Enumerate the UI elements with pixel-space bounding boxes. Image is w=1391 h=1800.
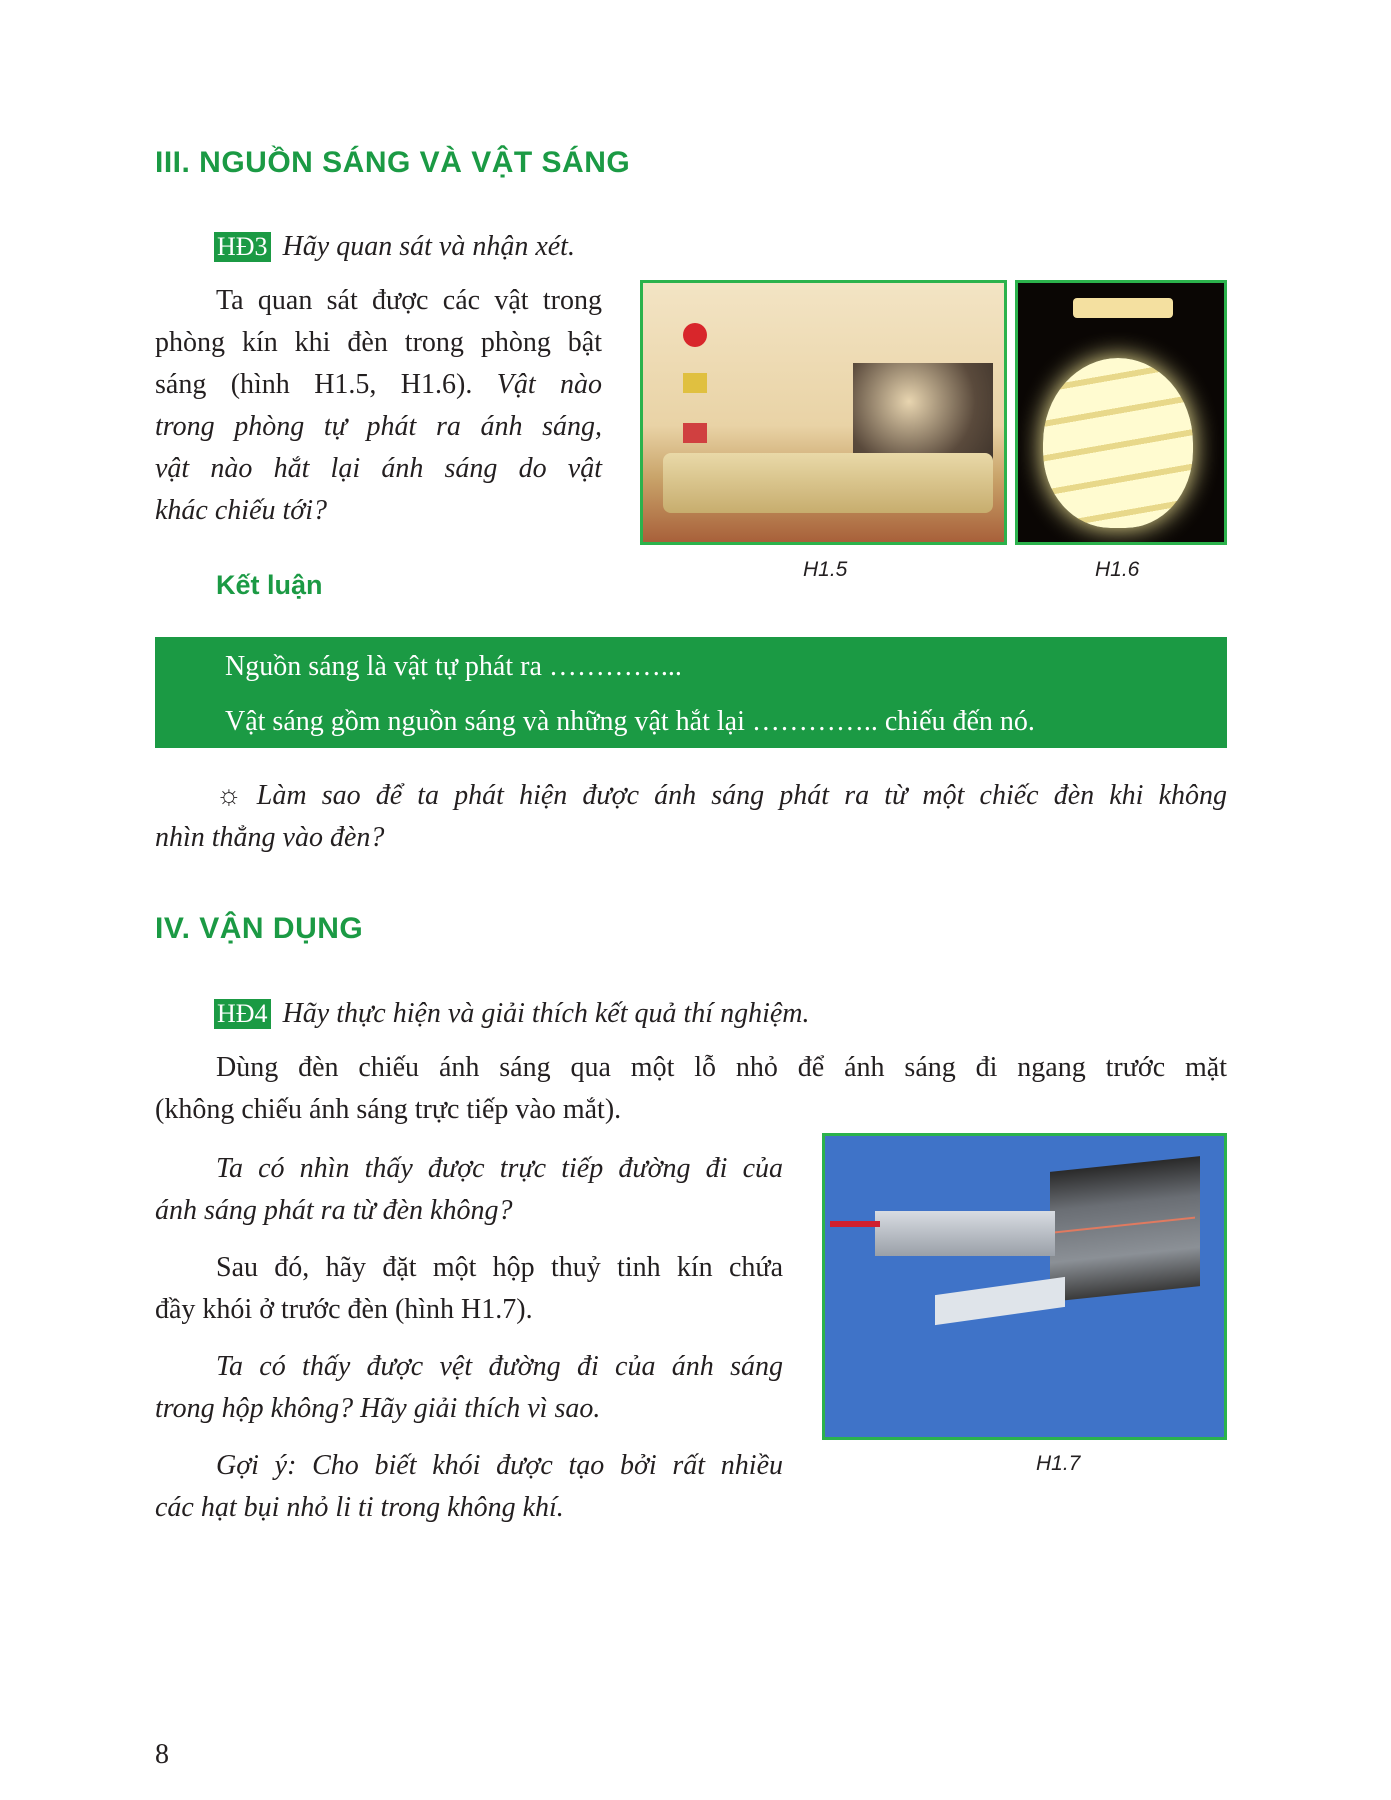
text-line: ánh sáng phát ra từ đèn không? bbox=[155, 1195, 513, 1226]
activity-hd3 bbox=[214, 226, 575, 268]
intro-line: Dùng đèn chiếu ánh sáng qua một lỗ nhỏ để ánh sáng đi ngang trước mặt bbox=[216, 1052, 1227, 1083]
intro-paragraph bbox=[155, 1047, 1227, 1131]
activity-hd4 bbox=[214, 993, 810, 1035]
light-beam bbox=[1055, 1217, 1195, 1234]
text-line: các hạt bụi nhỏ li ti trong không khí. bbox=[155, 1492, 564, 1523]
text-line: Sau đó, hãy đặt một hộp thuỷ tinh kín chứa bbox=[216, 1252, 783, 1283]
section-heading-3: III. NGUỒN SÁNG VÀ VẬT SÁNG bbox=[155, 146, 631, 179]
stand bbox=[935, 1277, 1065, 1325]
paragraph-text: sáng (hình H1.5, H1.6). bbox=[155, 369, 473, 400]
page-number: 8 bbox=[155, 1739, 169, 1770]
text-line: Ta có thấy được vệt đường đi của ánh sáng bbox=[216, 1351, 783, 1382]
red-wire bbox=[830, 1221, 880, 1227]
activity-instruction: Hãy quan sát và nhận xét. bbox=[282, 231, 575, 262]
figure-bulb-image bbox=[1015, 280, 1227, 545]
conclusion-line: Nguồn sáng là vật tự phát ra …………... bbox=[225, 651, 682, 682]
figure-caption: H1.7 bbox=[1036, 1452, 1081, 1475]
conclusion-title: Kết luận bbox=[216, 570, 323, 600]
observation-paragraph bbox=[155, 280, 602, 532]
paragraph-line: vật nào hắt lại ánh sáng do vật bbox=[155, 453, 602, 484]
paragraph-line: Ta quan sát được các vật trong bbox=[216, 285, 602, 316]
text-line: Gợi ý: Cho biết khói được tạo bởi rất nhiều bbox=[216, 1450, 783, 1481]
intro-line: (không chiếu ánh sáng trực tiếp vào mắt). bbox=[155, 1094, 622, 1125]
paragraph-line: khác chiếu tới? bbox=[155, 495, 327, 526]
paragraph-italic: Vật nào bbox=[496, 369, 602, 400]
wall-art bbox=[683, 373, 707, 393]
wall-art bbox=[683, 423, 707, 443]
question-line bbox=[155, 775, 1227, 817]
question-text: Làm sao để ta phát hiện được ánh sáng phát ra từ một chiếc đèn khi không bbox=[256, 780, 1227, 811]
activity-badge: HĐ3 bbox=[214, 232, 271, 262]
figure-room-image bbox=[640, 280, 1007, 545]
bulb-tube bbox=[1073, 298, 1173, 318]
sofa bbox=[663, 453, 993, 513]
text-line: trong hộp không? Hãy giải thích vì sao. bbox=[155, 1393, 601, 1424]
paragraph-line: trong phòng tự phát ra ánh sáng, bbox=[155, 411, 602, 442]
text-line: đầy khói ở trước đèn (hình H1.7). bbox=[155, 1294, 533, 1325]
activity-badge: HĐ4 bbox=[214, 999, 271, 1029]
figure-smoke-box-image bbox=[822, 1133, 1227, 1440]
experiment-text bbox=[155, 1148, 783, 1529]
glass-box bbox=[1050, 1156, 1200, 1302]
activity-instruction: Hãy thực hiện và giải thích kết quả thí nghiệm. bbox=[282, 998, 810, 1029]
section-heading-4: IV. VẬN DỤNG bbox=[155, 912, 364, 945]
text-line: Ta có nhìn thấy được trực tiếp đường đi của bbox=[216, 1153, 783, 1184]
figure-caption: H1.6 bbox=[1095, 558, 1140, 581]
paragraph-line: phòng kín khi đèn trong phòng bật bbox=[155, 327, 602, 358]
conclusion-line: Vật sáng gồm nguồn sáng và những vật hắt lại ………….. chiếu đến nó. bbox=[225, 706, 1035, 737]
bulb-spiral bbox=[1043, 358, 1193, 528]
sun-icon: ☼ bbox=[216, 780, 242, 811]
wall-art bbox=[683, 323, 707, 347]
figure-caption: H1.5 bbox=[803, 558, 848, 581]
question-paragraph bbox=[155, 775, 1227, 859]
lamp-holder bbox=[875, 1211, 1055, 1256]
paragraph-line bbox=[155, 364, 602, 406]
question-line: nhìn thẳng vào đèn? bbox=[155, 822, 385, 853]
conclusion-box bbox=[155, 637, 1227, 748]
